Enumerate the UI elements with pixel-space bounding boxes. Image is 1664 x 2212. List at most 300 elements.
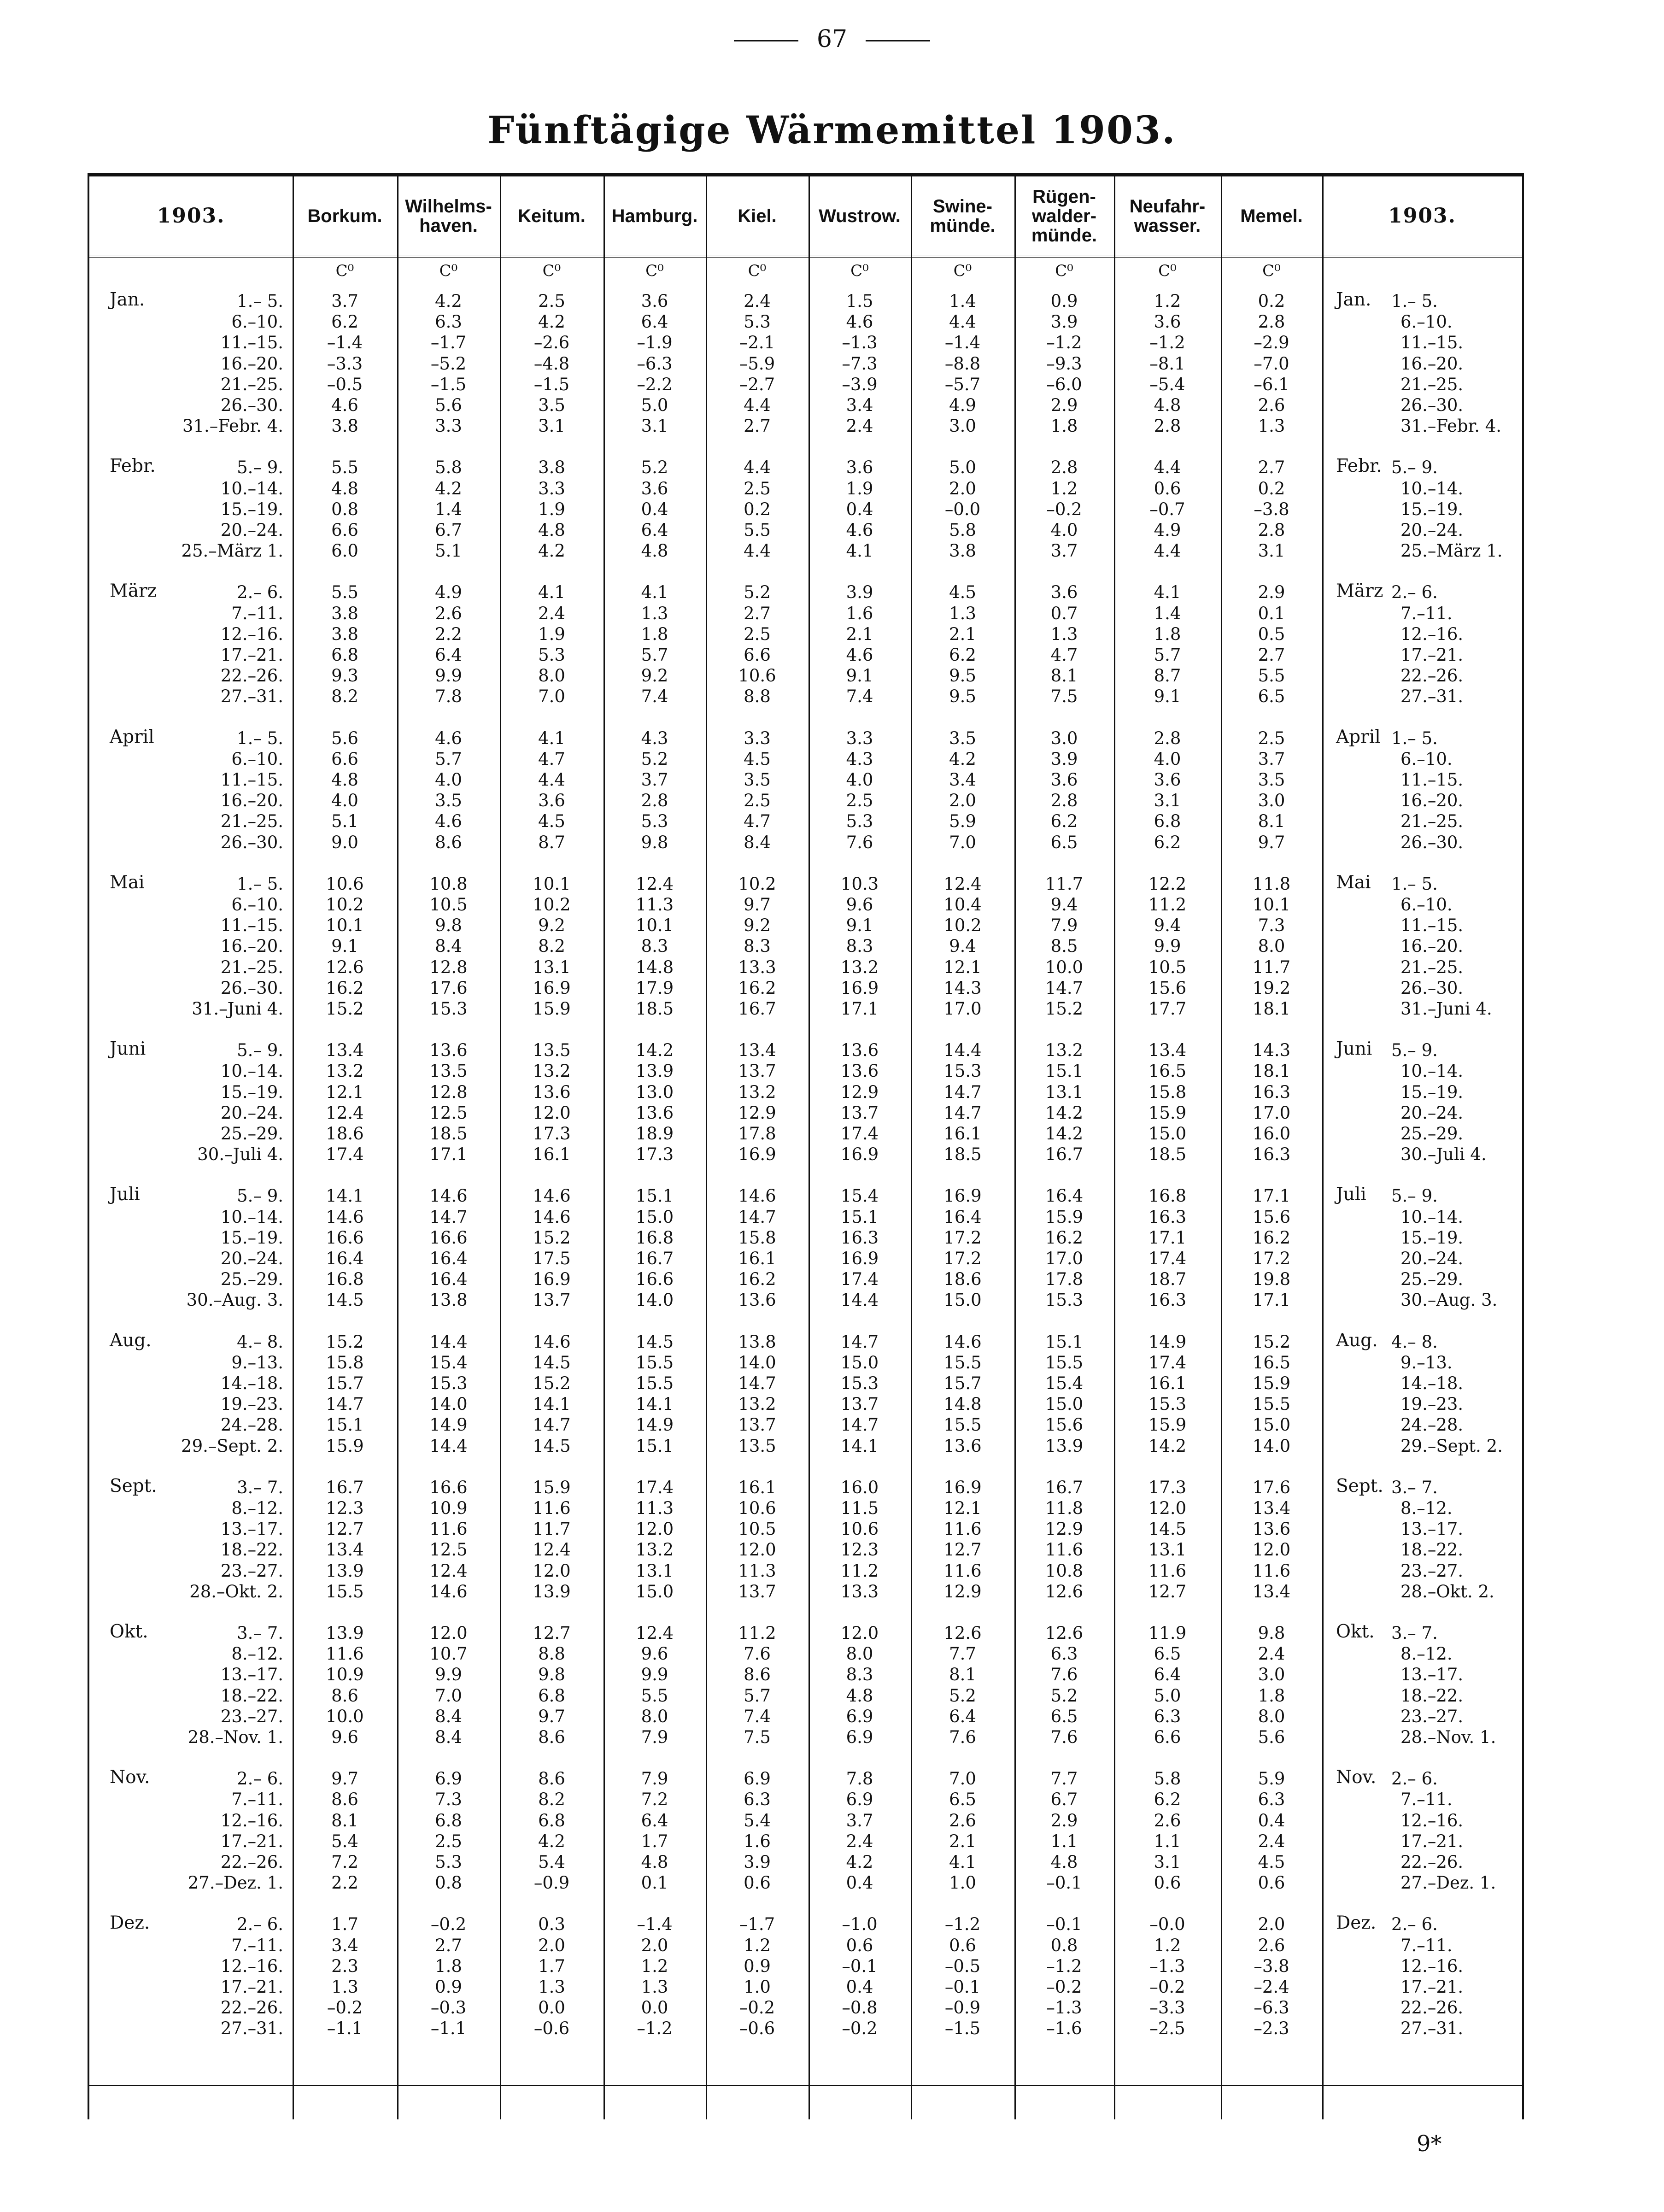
table-cell: 3.0 <box>1050 728 1078 748</box>
table-cell: 3.9 <box>744 1852 771 1872</box>
table-cell: 13.4 <box>326 1040 364 1061</box>
table-cell: –0.2 <box>842 2018 878 2039</box>
table-cell: 0.0 <box>641 1998 668 2018</box>
period-label-left: 27.–31. <box>220 686 283 707</box>
table-cell: 14.3 <box>1252 1040 1291 1061</box>
table-cell: 12.0 <box>429 1623 468 1643</box>
period-label-right: 6.–10. <box>1400 749 1453 769</box>
table-cell: 16.3 <box>1252 1144 1291 1165</box>
table-cell: 4.1 <box>949 1852 976 1872</box>
month-label-right: Juni <box>1336 1039 1372 1060</box>
table-cell: 18.1 <box>1252 999 1291 1019</box>
table-cell: 11.6 <box>533 1498 571 1518</box>
table-cell: 13.6 <box>943 1436 982 1456</box>
table-cell: 10.6 <box>738 1498 776 1518</box>
table-cell: 3.7 <box>846 1810 873 1831</box>
table-cell: 14.0 <box>635 1290 674 1310</box>
table-cell: 6.2 <box>1154 832 1181 852</box>
period-label-left: 13.–17. <box>220 1519 283 1539</box>
table-cell: 5.9 <box>949 811 976 832</box>
table-cell: 10.8 <box>429 874 468 894</box>
table-cell: 1.3 <box>1050 624 1078 644</box>
table-cell: 13.8 <box>738 1332 776 1352</box>
table-cell: 5.5 <box>1258 666 1285 686</box>
table-cell: 4.4 <box>744 395 771 415</box>
table-cell: 15.3 <box>1045 1290 1084 1310</box>
table-cell: 4.7 <box>1050 645 1078 665</box>
period-label-right: 30.–Aug. 3. <box>1400 1290 1498 1310</box>
table-cell: 4.5 <box>538 811 565 832</box>
table-cell: 6.9 <box>846 1727 873 1747</box>
table-cell: 0.7 <box>1050 603 1078 623</box>
table-cell: 9.2 <box>744 915 771 936</box>
table-cell: 2.1 <box>846 624 873 644</box>
unit-label: C⁰ <box>439 262 458 280</box>
table-cell: 5.2 <box>641 458 668 478</box>
dash-right <box>866 40 930 41</box>
table-cell: 6.8 <box>331 645 358 665</box>
table-cell: 12.9 <box>1045 1519 1084 1539</box>
table-cell: 15.5 <box>1045 1352 1084 1373</box>
table-cell: 4.8 <box>846 1685 873 1706</box>
period-label-left: 28.–Okt. 2. <box>189 1581 283 1602</box>
table-cell: 16.7 <box>738 999 776 1019</box>
table-cell: 14.9 <box>1148 1332 1187 1352</box>
table-cell: 13.5 <box>738 1436 776 1456</box>
table-cell: 2.0 <box>949 478 976 499</box>
table-cell: 15.3 <box>1148 1394 1187 1414</box>
table-cell: 5.8 <box>949 520 976 540</box>
table-cell: 2.0 <box>1258 1914 1285 1935</box>
header-station: Keitum. <box>518 206 586 226</box>
month-label-left: April <box>110 726 154 747</box>
table-cell: 13.1 <box>635 1561 674 1581</box>
table-cell: 12.4 <box>326 1103 364 1123</box>
table-cell: 5.6 <box>331 728 358 748</box>
table-cell: 9.6 <box>641 1644 668 1664</box>
table-cell: 10.2 <box>326 895 364 915</box>
table-cell: 12.9 <box>943 1581 982 1602</box>
table-cell: 3.6 <box>641 478 668 499</box>
period-label-left: 7.–11. <box>231 1935 283 1955</box>
table-cell: 16.5 <box>1148 1061 1187 1081</box>
table-cell: 10.9 <box>429 1498 468 1518</box>
table-cell: 14.6 <box>533 1332 571 1352</box>
table-cell: 7.4 <box>744 1706 771 1726</box>
table-cell: 8.3 <box>846 1665 873 1685</box>
period-label-right: 13.–17. <box>1400 1665 1464 1685</box>
table-cell: 4.4 <box>538 770 565 790</box>
table-cell: 6.9 <box>846 1706 873 1726</box>
table-cell: 13.8 <box>429 1290 468 1310</box>
table-cell: 6.2 <box>949 645 976 665</box>
period-label-right: 16.–20. <box>1400 791 1464 811</box>
table-cell: 5.9 <box>1258 1769 1285 1789</box>
table-cell: 11.2 <box>840 1561 879 1581</box>
table-cell: 14.0 <box>429 1394 468 1414</box>
table-cell: 12.1 <box>326 1082 364 1102</box>
table-cell: 6.4 <box>641 312 668 332</box>
table-cell: 2.7 <box>1258 645 1285 665</box>
table-cell: 2.1 <box>949 1831 976 1851</box>
table-cell: 15.5 <box>326 1581 364 1602</box>
table-cell: 13.6 <box>738 1290 776 1310</box>
table-cell: 1.4 <box>949 291 976 311</box>
table-cell: 10.2 <box>738 874 776 894</box>
table-cell: 3.6 <box>641 291 668 311</box>
table-cell: 12.9 <box>840 1082 879 1102</box>
table-cell: 2.7 <box>744 416 771 436</box>
table-cell: 6.6 <box>1154 1727 1181 1747</box>
table-cell: 13.6 <box>1252 1519 1291 1539</box>
period-label-right: 3.– 7. <box>1391 1477 1438 1497</box>
table-cell: 8.8 <box>744 686 771 707</box>
table-cell: –6.3 <box>637 353 673 374</box>
table-cell: 1.4 <box>1154 603 1181 623</box>
table-cell: 4.1 <box>538 728 565 748</box>
table-cell: 6.4 <box>641 1810 668 1831</box>
table-cell: 5.5 <box>331 582 358 603</box>
table-cell: 3.9 <box>1050 312 1078 332</box>
table-cell: 11.9 <box>1148 1623 1187 1643</box>
period-label-left: 18.–22. <box>220 1685 283 1706</box>
period-label-right: 17.–21. <box>1400 1977 1464 1997</box>
table-cell: –1.1 <box>430 2018 467 2039</box>
table-cell: 16.2 <box>1045 1227 1084 1248</box>
table-cell: 2.7 <box>744 603 771 623</box>
table-cell: 17.7 <box>1148 999 1187 1019</box>
table-cell: 1.8 <box>435 1956 462 1976</box>
period-label-right: 26.–30. <box>1400 395 1464 415</box>
table-cell: 8.2 <box>538 1790 565 1810</box>
table-cell: 13.4 <box>738 1040 776 1061</box>
table-cell: 17.3 <box>533 1124 571 1144</box>
table-cell: 13.1 <box>533 957 571 977</box>
table-cell: 4.4 <box>949 312 976 332</box>
table-cell: 0.4 <box>641 499 668 519</box>
table-cell: 14.1 <box>840 1436 879 1456</box>
table-cell: 9.8 <box>1258 1623 1285 1643</box>
period-label-left: 26.–30. <box>220 832 283 852</box>
table-cell: 8.2 <box>538 936 565 956</box>
table-cell: 18.6 <box>943 1269 982 1290</box>
table-cell: 16.1 <box>738 1249 776 1268</box>
table-cell: 2.4 <box>1258 1831 1285 1851</box>
table-cell: 9.1 <box>1154 686 1181 707</box>
table-cell: 3.8 <box>949 541 976 561</box>
period-label-right: 5.– 9. <box>1391 458 1438 478</box>
table-cell: 9.8 <box>435 915 462 936</box>
table-cell: 6.2 <box>1154 1790 1181 1810</box>
table-cell: 14.0 <box>738 1352 776 1373</box>
table-cell: 1.1 <box>1154 1831 1181 1851</box>
table-cell: 7.0 <box>949 832 976 852</box>
table-cell: 8.6 <box>538 1727 565 1747</box>
month-label-left: Sept. <box>110 1475 157 1496</box>
table-cell: 17.0 <box>1045 1249 1084 1268</box>
period-label-right: 22.–26. <box>1400 666 1464 686</box>
table-cell: 17.3 <box>1148 1477 1187 1497</box>
table-cell: 11.2 <box>1148 895 1187 915</box>
table-cell: 16.6 <box>326 1227 364 1248</box>
table-cell: 3.6 <box>1050 770 1078 790</box>
table-cell: 10.1 <box>1252 895 1291 915</box>
table-cell: 2.5 <box>1258 728 1285 748</box>
table-cell: 9.9 <box>641 1665 668 1685</box>
table-cell: 3.7 <box>1258 749 1285 769</box>
table-cell: 1.0 <box>949 1873 976 1893</box>
table-cell: 16.9 <box>840 1144 879 1165</box>
table-cell: –2.1 <box>739 333 775 353</box>
table-cell: 5.3 <box>744 312 771 332</box>
table-cell: 2.7 <box>435 1935 462 1955</box>
table-cell: 10.3 <box>840 874 879 894</box>
table-cell: 14.7 <box>429 1207 468 1227</box>
table-cell: 4.2 <box>949 749 976 769</box>
table-cell: 2.1 <box>949 624 976 644</box>
table-cell: –1.4 <box>327 333 363 353</box>
table-cell: 16.7 <box>635 1249 674 1268</box>
month-label-right: März <box>1336 581 1383 602</box>
period-label-left: 14.–18. <box>220 1373 283 1393</box>
table-cell: 5.0 <box>949 458 976 478</box>
table-cell: 1.3 <box>1258 416 1285 436</box>
table-cell: 2.3 <box>331 1956 358 1976</box>
table-cell: 12.8 <box>429 1082 468 1102</box>
table-cell: –0.8 <box>842 1998 878 2018</box>
table-cell: 9.7 <box>331 1769 358 1789</box>
table-cell: 15.1 <box>635 1186 674 1206</box>
period-label-right: 6.–10. <box>1400 895 1453 915</box>
table-cell: 15.1 <box>326 1415 364 1435</box>
table-cell: 4.7 <box>538 749 565 769</box>
table-bottom-rule <box>88 2085 1524 2086</box>
period-label-right: 2.– 6. <box>1391 582 1438 603</box>
table-cell: 17.4 <box>840 1269 879 1290</box>
unit-label: C⁰ <box>1055 262 1073 280</box>
table-cell: 15.9 <box>1148 1415 1187 1435</box>
table-cell: 16.4 <box>326 1249 364 1268</box>
month-label-left: Nov. <box>110 1767 150 1788</box>
table-cell: 7.0 <box>949 1769 976 1789</box>
period-label-left: 7.–11. <box>231 1790 283 1810</box>
table-cell: 6.4 <box>435 645 462 665</box>
table-cell: 12.3 <box>326 1498 364 1518</box>
table-cell: 2.8 <box>1050 791 1078 811</box>
table-cell: 4.4 <box>744 458 771 478</box>
table-cell: 12.1 <box>943 1498 982 1518</box>
table-cell: 15.2 <box>1045 999 1084 1019</box>
table-cell: 4.6 <box>331 395 358 415</box>
table-cell: 12.0 <box>635 1519 674 1539</box>
table-cell: –0.2 <box>1046 499 1082 519</box>
period-label-left: 15.–19. <box>220 1227 283 1248</box>
period-label-right: 18.–22. <box>1400 1540 1464 1560</box>
table-cell: 4.9 <box>435 582 462 603</box>
table-cell: 16.6 <box>429 1477 468 1497</box>
period-label-right: 31.–Febr. 4. <box>1400 416 1502 436</box>
table-cell: 6.3 <box>744 1790 771 1810</box>
table-cell: 11.7 <box>1252 957 1291 977</box>
table-cell: 4.0 <box>1154 749 1181 769</box>
table-cell: 4.8 <box>1154 395 1181 415</box>
table-cell: 2.4 <box>538 603 565 623</box>
table-cell: 3.3 <box>538 478 565 499</box>
header-station: Wilhelms- haven. <box>405 196 492 236</box>
header-station: Kiel. <box>738 206 777 226</box>
table-cell: 13.2 <box>533 1061 571 1081</box>
table-cell: 14.6 <box>738 1186 776 1206</box>
table-cell: 16.0 <box>1252 1124 1291 1144</box>
table-cell: –1.3 <box>842 333 878 353</box>
table-cell: 12.7 <box>533 1623 571 1643</box>
table-cell: 1.2 <box>641 1956 668 1976</box>
table-cell: 11.6 <box>1148 1561 1187 1581</box>
table-cell: 9.7 <box>1258 832 1285 852</box>
table-cell: 13.6 <box>635 1103 674 1123</box>
period-label-left: 23.–27. <box>220 1706 283 1726</box>
period-label-right: 19.–23. <box>1400 1394 1464 1414</box>
table-cell: 13.2 <box>738 1082 776 1102</box>
table-cell: 7.3 <box>1258 915 1285 936</box>
period-label-left: 25.–29. <box>220 1124 283 1144</box>
period-label-right: 8.–12. <box>1400 1644 1453 1664</box>
table-cell: 15.1 <box>840 1207 879 1227</box>
table-cell: 15.0 <box>635 1207 674 1227</box>
table-cell: 3.4 <box>846 395 873 415</box>
table-cell: 15.9 <box>533 999 571 1019</box>
table-cell: 5.2 <box>641 749 668 769</box>
table-cell: 16.9 <box>533 978 571 998</box>
table-cell: 13.4 <box>1148 1040 1187 1061</box>
table-cell: 1.8 <box>641 624 668 644</box>
table-cell: 17.9 <box>635 978 674 998</box>
table-cell: 7.9 <box>641 1769 668 1789</box>
table-cell: 1.6 <box>744 1831 771 1851</box>
table-cell: 3.0 <box>1258 791 1285 811</box>
table-cell: 14.2 <box>1045 1103 1084 1123</box>
footer-signature-mark: 9* <box>1417 2131 1442 2157</box>
dash-left <box>734 40 798 41</box>
table-cell: 4.0 <box>1050 520 1078 540</box>
unit-label: C⁰ <box>645 262 664 280</box>
period-label-left: 15.–19. <box>220 499 283 519</box>
table-cell: 6.7 <box>1050 1790 1078 1810</box>
table-cell: 0.4 <box>846 1873 873 1893</box>
table-cell: 16.9 <box>533 1269 571 1290</box>
table-cell: 8.3 <box>846 936 873 956</box>
period-label-right: 27.–Dez. 1. <box>1400 1873 1496 1893</box>
table-cell: 7.6 <box>1050 1727 1078 1747</box>
table-cell: 12.2 <box>1148 874 1187 894</box>
table-cell: 4.6 <box>435 728 462 748</box>
table-cell: 16.8 <box>1148 1186 1187 1206</box>
table-cell: 14.1 <box>326 1186 364 1206</box>
table-cell: 0.4 <box>846 499 873 519</box>
period-label-left: 1.– 5. <box>237 874 283 894</box>
period-label-right: 11.–15. <box>1400 770 1464 790</box>
table-cell: 8.0 <box>846 1644 873 1664</box>
table-cell: 13.7 <box>738 1581 776 1602</box>
table-cell: 15.0 <box>1148 1124 1187 1144</box>
table-cell: 9.1 <box>331 936 358 956</box>
column-divider <box>1221 176 1222 2119</box>
table-cell: 9.9 <box>435 1665 462 1685</box>
table-cell: 15.3 <box>429 1373 468 1393</box>
table-cell: 6.4 <box>641 520 668 540</box>
table-cell: 3.1 <box>538 416 565 436</box>
period-label-right: 25.–29. <box>1400 1269 1464 1290</box>
table-cell: –0.3 <box>430 1998 467 2018</box>
table-cell: 0.1 <box>1258 603 1285 623</box>
table-cell: –2.5 <box>1149 2018 1185 2039</box>
table-cell: 13.7 <box>738 1061 776 1081</box>
period-label-left: 17.–21. <box>220 645 283 665</box>
table-cell: –6.1 <box>1254 374 1289 394</box>
table-cell: 1.3 <box>641 1977 668 1997</box>
month-label-right: Sept. <box>1336 1475 1383 1496</box>
table-cell: 7.0 <box>538 686 565 707</box>
table-cell: 10.1 <box>635 915 674 936</box>
table-cell: 4.0 <box>846 770 873 790</box>
table-cell: 16.1 <box>738 1477 776 1497</box>
table-cell: 1.5 <box>846 291 873 311</box>
table-cell: 9.1 <box>846 915 873 936</box>
table-cell: 2.8 <box>1154 728 1181 748</box>
table-cell: 5.7 <box>744 1685 771 1706</box>
unit-label: C⁰ <box>1158 262 1177 280</box>
table-cell: 6.8 <box>435 1810 462 1831</box>
table-cell: 4.8 <box>641 541 668 561</box>
table-cell: 14.5 <box>635 1332 674 1352</box>
month-label-left: Febr. <box>110 456 156 477</box>
column-divider <box>809 176 810 2119</box>
table-cell: –0.2 <box>1046 1977 1082 1997</box>
period-label-left: 4.– 8. <box>237 1332 283 1352</box>
table-cell: 13.1 <box>1148 1540 1187 1560</box>
table-cell: 3.9 <box>846 582 873 603</box>
table-cell: 15.5 <box>943 1415 982 1435</box>
table-cell: 6.6 <box>744 645 771 665</box>
table-cell: 7.8 <box>846 1769 873 1789</box>
table-cell: 12.4 <box>943 874 982 894</box>
table-cell: 3.8 <box>538 458 565 478</box>
table-cell: 6.4 <box>1154 1665 1181 1685</box>
period-label-left: 3.– 7. <box>237 1477 283 1497</box>
month-label-right: Okt. <box>1336 1621 1375 1642</box>
table-cell: 7.9 <box>1050 915 1078 936</box>
month-label-left: Dez. <box>110 1913 150 1934</box>
table-cell: 7.7 <box>1050 1769 1078 1789</box>
period-label-left: 13.–17. <box>220 1665 283 1685</box>
table-cell: 9.2 <box>538 915 565 936</box>
table-cell: 2.8 <box>1050 458 1078 478</box>
table-cell: 8.6 <box>435 832 462 852</box>
period-label-left: 5.– 9. <box>237 1186 283 1206</box>
column-divider <box>603 176 605 2119</box>
period-label-left: 1.– 5. <box>237 728 283 748</box>
table-cell: 17.1 <box>429 1144 468 1165</box>
table-cell: 3.6 <box>538 791 565 811</box>
unit-label: C⁰ <box>748 262 767 280</box>
month-label-right: Nov. <box>1336 1767 1377 1788</box>
table-cell: 18.1 <box>1252 1061 1291 1081</box>
table-cell: 9.6 <box>331 1727 358 1747</box>
table-cell: 0.6 <box>949 1935 976 1955</box>
month-label-left: Juli <box>110 1184 140 1205</box>
table-cell: 17.2 <box>943 1249 982 1268</box>
table-cell: 4.2 <box>538 312 565 332</box>
